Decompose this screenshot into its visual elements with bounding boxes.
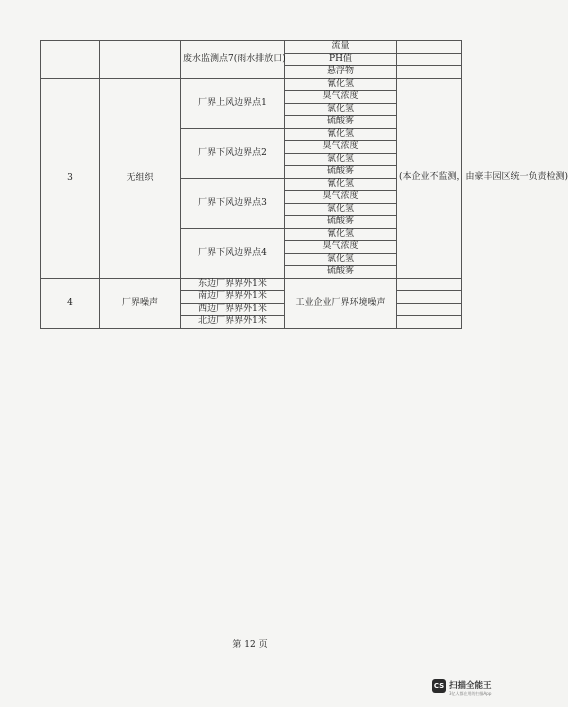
type-cell: 厂界噪声 xyxy=(100,278,181,328)
point-cell: 南边厂界界外1米 xyxy=(181,291,285,304)
monitoring-table xyxy=(40,40,568,329)
param-cell: 流量 xyxy=(285,41,397,54)
note-cell xyxy=(397,303,462,316)
param-cell: 臭气浓度 xyxy=(285,191,397,204)
page-number: 第 12 页 xyxy=(232,640,268,650)
note-cell xyxy=(397,316,462,329)
param-cell: PH值 xyxy=(285,53,397,66)
type-cell xyxy=(100,41,181,79)
param-cell: 氰化氢 xyxy=(285,128,397,141)
point-cell: 厂界上风边界点1 xyxy=(181,78,285,128)
note-cell xyxy=(397,66,462,79)
seq-cell xyxy=(41,41,100,79)
param-cell: 臭气浓度 xyxy=(285,241,397,254)
watermark-name: 扫描全能王 xyxy=(449,681,492,691)
point-cell: 西边厂界界外1米 xyxy=(181,303,285,316)
note-cell: (本企业不监测，由豪丰园区统一负责检测) xyxy=(397,78,462,278)
watermark-tagline: 3亿人都在用的扫描App xyxy=(449,691,492,696)
param-cell: 臭气浓度 xyxy=(285,91,397,104)
param-cell: 臭气浓度 xyxy=(285,141,397,154)
seq-cell: 3 xyxy=(41,78,100,278)
seq-cell: 4 xyxy=(41,278,100,328)
note-cell xyxy=(397,291,462,304)
param-cell: 硫酸雾 xyxy=(285,166,397,179)
param-cell: 硫酸雾 xyxy=(285,216,397,229)
note-cell xyxy=(397,41,462,54)
table-row xyxy=(41,41,462,54)
param-cell: 氰化氢 xyxy=(285,78,397,91)
param-cell: 氯化氢 xyxy=(285,153,397,166)
table-row xyxy=(41,78,462,91)
param-cell: 悬浮物 xyxy=(285,66,397,79)
param-cell: 氯化氢 xyxy=(285,103,397,116)
param-cell: 硫酸雾 xyxy=(285,266,397,279)
point-cell: 厂界下风边界点2 xyxy=(181,128,285,178)
param-cell: 硫酸雾 xyxy=(285,116,397,129)
scanner-watermark xyxy=(432,676,496,700)
point-cell: 北边厂界界外1米 xyxy=(181,316,285,329)
table-row xyxy=(41,278,462,291)
point-cell: 厂界下风边界点4 xyxy=(181,228,285,278)
note-cell xyxy=(397,278,462,291)
camscanner-logo-icon: CS xyxy=(432,679,446,693)
point-cell: 废水监测点7(雨水排放口) xyxy=(181,41,285,79)
note-cell xyxy=(397,53,462,66)
param-cell: 氯化氢 xyxy=(285,253,397,266)
param-cell: 氰化氢 xyxy=(285,228,397,241)
param-cell: 氰化氢 xyxy=(285,178,397,191)
param-cell: 氯化氢 xyxy=(285,203,397,216)
param-cell: 工业企业厂界环境噪声 xyxy=(285,278,397,328)
point-cell: 东边厂界界外1米 xyxy=(181,278,285,291)
point-cell: 厂界下风边界点3 xyxy=(181,178,285,228)
type-cell: 无组织 xyxy=(100,78,181,278)
